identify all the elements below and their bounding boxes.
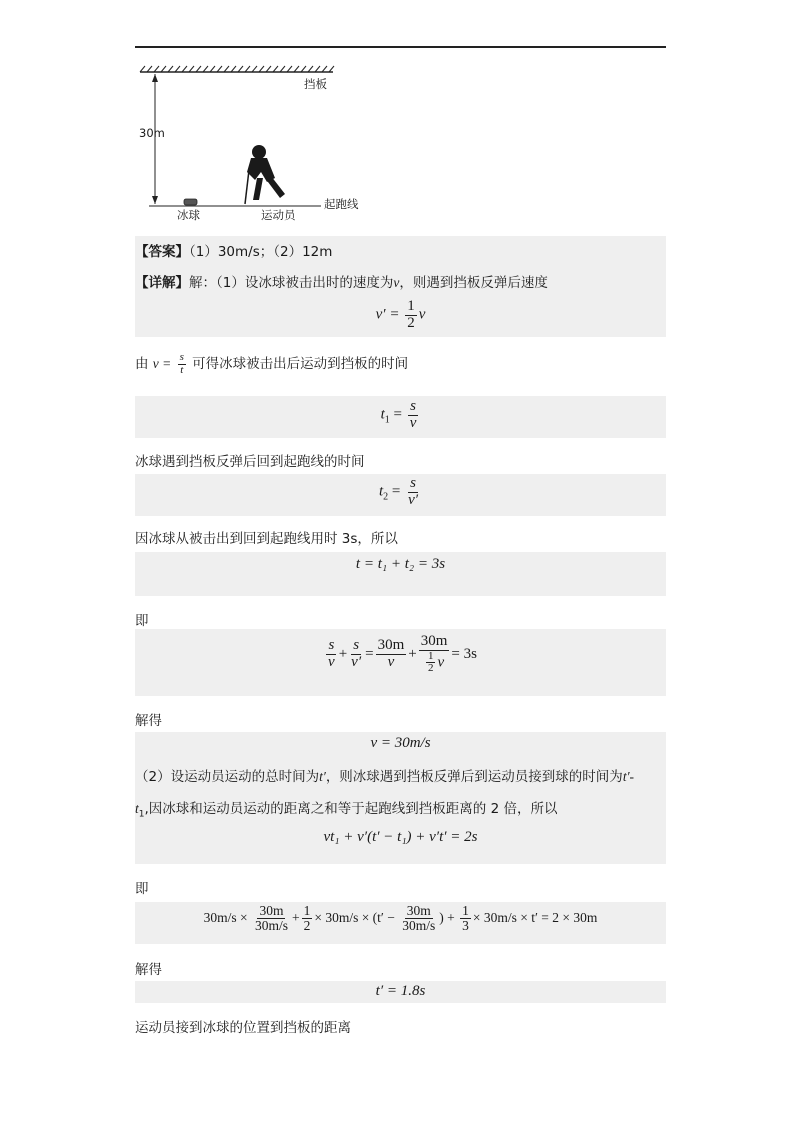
detail-text-after: ，则遇到挡板反弹后速度 [399,275,548,291]
puck-label: 冰球 [177,208,200,222]
line-l4: 即 [135,613,149,629]
athlete-label: 运动员 [261,208,296,222]
part2-line1: （2）设运动员运动的总时间为t′，则冰球遇到挡板反弹后到运动员接到球的时间为t′- [135,769,635,785]
top-rule [135,46,666,48]
line-l6: 即 [135,881,149,897]
eq-long: $\frac{s}{v}$ + $\frac{s}{v'}$ = $\frac{30m}{v}$ + 30m $\frac{1}{2}$ v = 3s [328,633,477,675]
detail-line [135,271,548,291]
part2-line2: $t_1$,因冰球和运动员运动的距离之和等于起跑线到挡板距离的 2 倍，所以 [135,801,558,820]
eq-result-v: v = 30m/s [370,735,431,751]
line-l8: 运动员接到冰球的位置到挡板的距离 [135,1020,351,1036]
answer-text: （1）30m/s；（2）12m [189,244,333,260]
eq-t1: $t_1$ = $\frac{s}{v}$ [380,398,417,431]
wall-label: 挡板 [304,77,327,91]
line-l5: 解得 [135,713,162,729]
line-inline-v: 由 v = $\frac{s}{t}$ 可得冰球被击出后运动到挡板的时间 [135,351,409,376]
eq-result-t: t′ = 1.8s [375,983,426,999]
line-l3: 因冰球从被击出到回到起跑线用时 3s，所以 [135,531,398,547]
line-l7: 解得 [135,962,162,978]
answer-line [135,240,332,260]
distance-label: 30m [139,126,165,140]
eq-relation: vt₁ + v′(t′ − t₁) + v′t′ = 2s [323,829,478,845]
answer-tag: 【答案】 [135,244,189,260]
detail-tag: 【详解】 [135,275,189,291]
eq-sum: t = t₁ + t₂ = 3s [355,556,446,572]
detail-text: 解：（1）设冰球被击出时的速度为 [189,275,394,291]
eq-vprime: v′ = $\frac{1}{2}$ v [375,298,426,331]
detail-var-v: v [393,275,400,290]
start-line-label: 起跑线 [324,197,359,211]
eq-big: 30m/s × $\frac{30m}{30m/s}$ + $\frac{1}{2}$ × 30m/s × (t′ − $\frac{30m}{30m/s}$ ) + $\frac{1}{3}$ × 30m/s × t′ = 2 × 30m [203,903,598,934]
line-l2: 冰球遇到挡板反弹后回到起跑线的时间 [135,454,365,470]
eq-t2: $t_2$ = $\frac{s}{v'}$ [378,475,419,508]
